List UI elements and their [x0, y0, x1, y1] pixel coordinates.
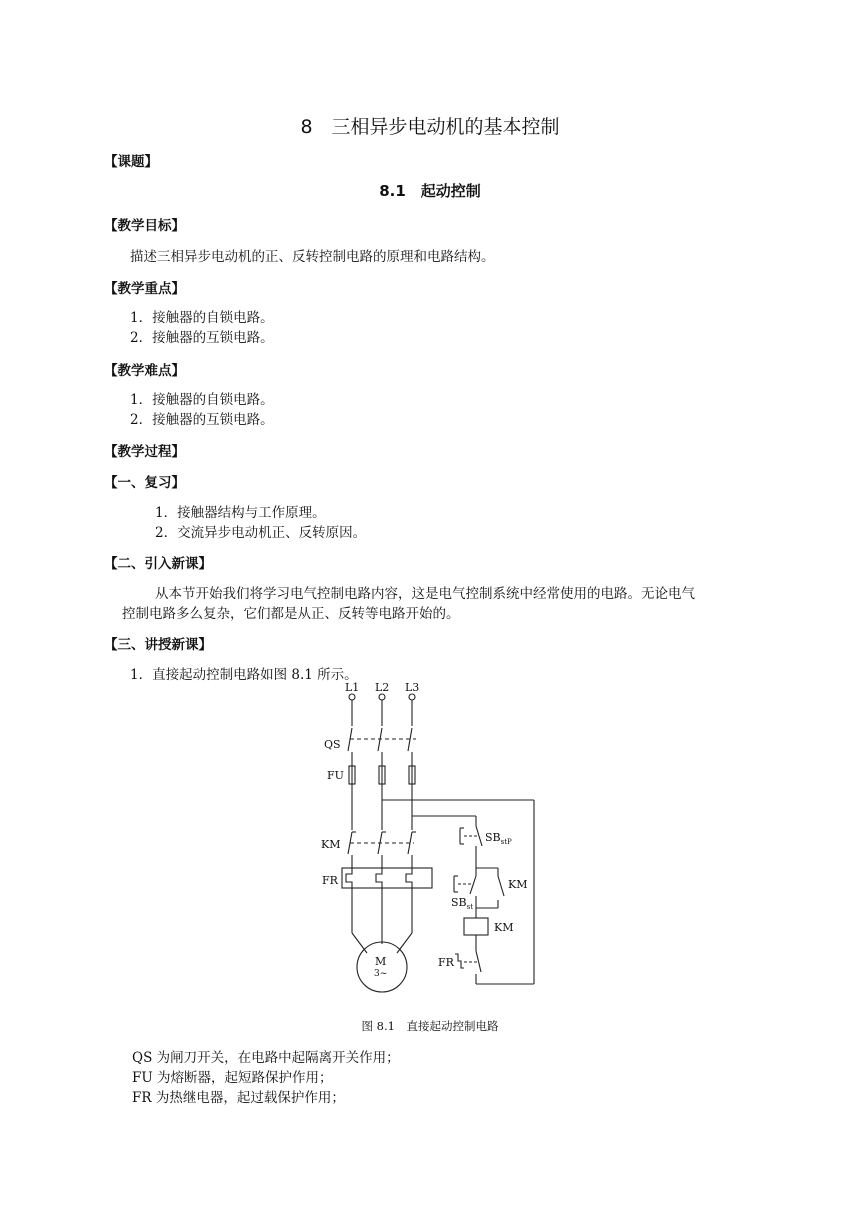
label-sb-stop: $SB_{stP}$	[485, 831, 512, 846]
note-line: FR 为热继电器，起过载保护作用；	[132, 1090, 345, 1106]
goal-heading: 【教学目标】	[104, 218, 185, 234]
label-sb-start: $SB_{st}$	[451, 896, 474, 911]
process-heading: 【教学过程】	[104, 444, 185, 460]
key-item: 2．接触器的互锁电路。	[130, 330, 274, 346]
intro-line: 从本节开始我们将学习电气控制电路内容，这是电气控制系统中经常使用的电路。无论电气	[155, 586, 695, 602]
difficulty-item: 1．接触器的自锁电路。	[130, 392, 274, 408]
page-title: 8 三相异步电动机的基本控制	[300, 116, 560, 138]
intro-heading: 【二、引入新课】	[104, 556, 212, 572]
review-heading: 【一、复习】	[104, 475, 185, 491]
circuit-diagram	[318, 678, 548, 1008]
label-km-contact: KM	[508, 878, 528, 891]
figure-caption: 图 8.1 直接起动控制电路	[361, 1019, 499, 1033]
review-item: 1．接触器结构与工作原理。	[155, 505, 326, 521]
key-item: 1．接触器的自锁电路。	[130, 310, 274, 326]
label-l3: L3	[405, 681, 420, 694]
label-motor-sub: 3~	[374, 969, 388, 979]
label-motor: M	[375, 955, 387, 968]
difficulty-item: 2．接触器的互锁电路。	[130, 412, 274, 428]
label-l2: L2	[375, 681, 390, 694]
label-fr: FR	[322, 874, 338, 887]
review-item: 2．交流异步电动机正、反转原因。	[155, 525, 367, 541]
lecture-item: 1．直接起动控制电路如图 8.1 所示。	[130, 667, 358, 683]
topic-heading: 【课题】	[104, 154, 158, 170]
difficulty-heading: 【教学难点】	[104, 363, 185, 379]
key-heading: 【教学重点】	[104, 281, 185, 297]
label-qs: QS	[324, 738, 341, 751]
label-fu: FU	[327, 769, 344, 782]
note-line: FU 为熔断器，起短路保护作用；	[132, 1070, 333, 1086]
label-km: KM	[321, 838, 341, 851]
lecture-heading: 【三、讲授新课】	[104, 637, 212, 653]
note-line: QS 为闸刀开关，在电路中起隔离开关作用；	[132, 1050, 400, 1066]
goal-text: 描述三相异步电动机的正、反转控制电路的原理和电路结构。	[130, 249, 495, 265]
section-title: 8.1 起动控制	[379, 182, 481, 200]
label-l1: L1	[345, 681, 360, 694]
intro-line: 控制电路多么复杂，它们都是从正、反转等电路开始的。	[122, 606, 460, 622]
label-fr-contact: FR	[438, 956, 454, 969]
label-km-coil: KM	[494, 921, 514, 934]
